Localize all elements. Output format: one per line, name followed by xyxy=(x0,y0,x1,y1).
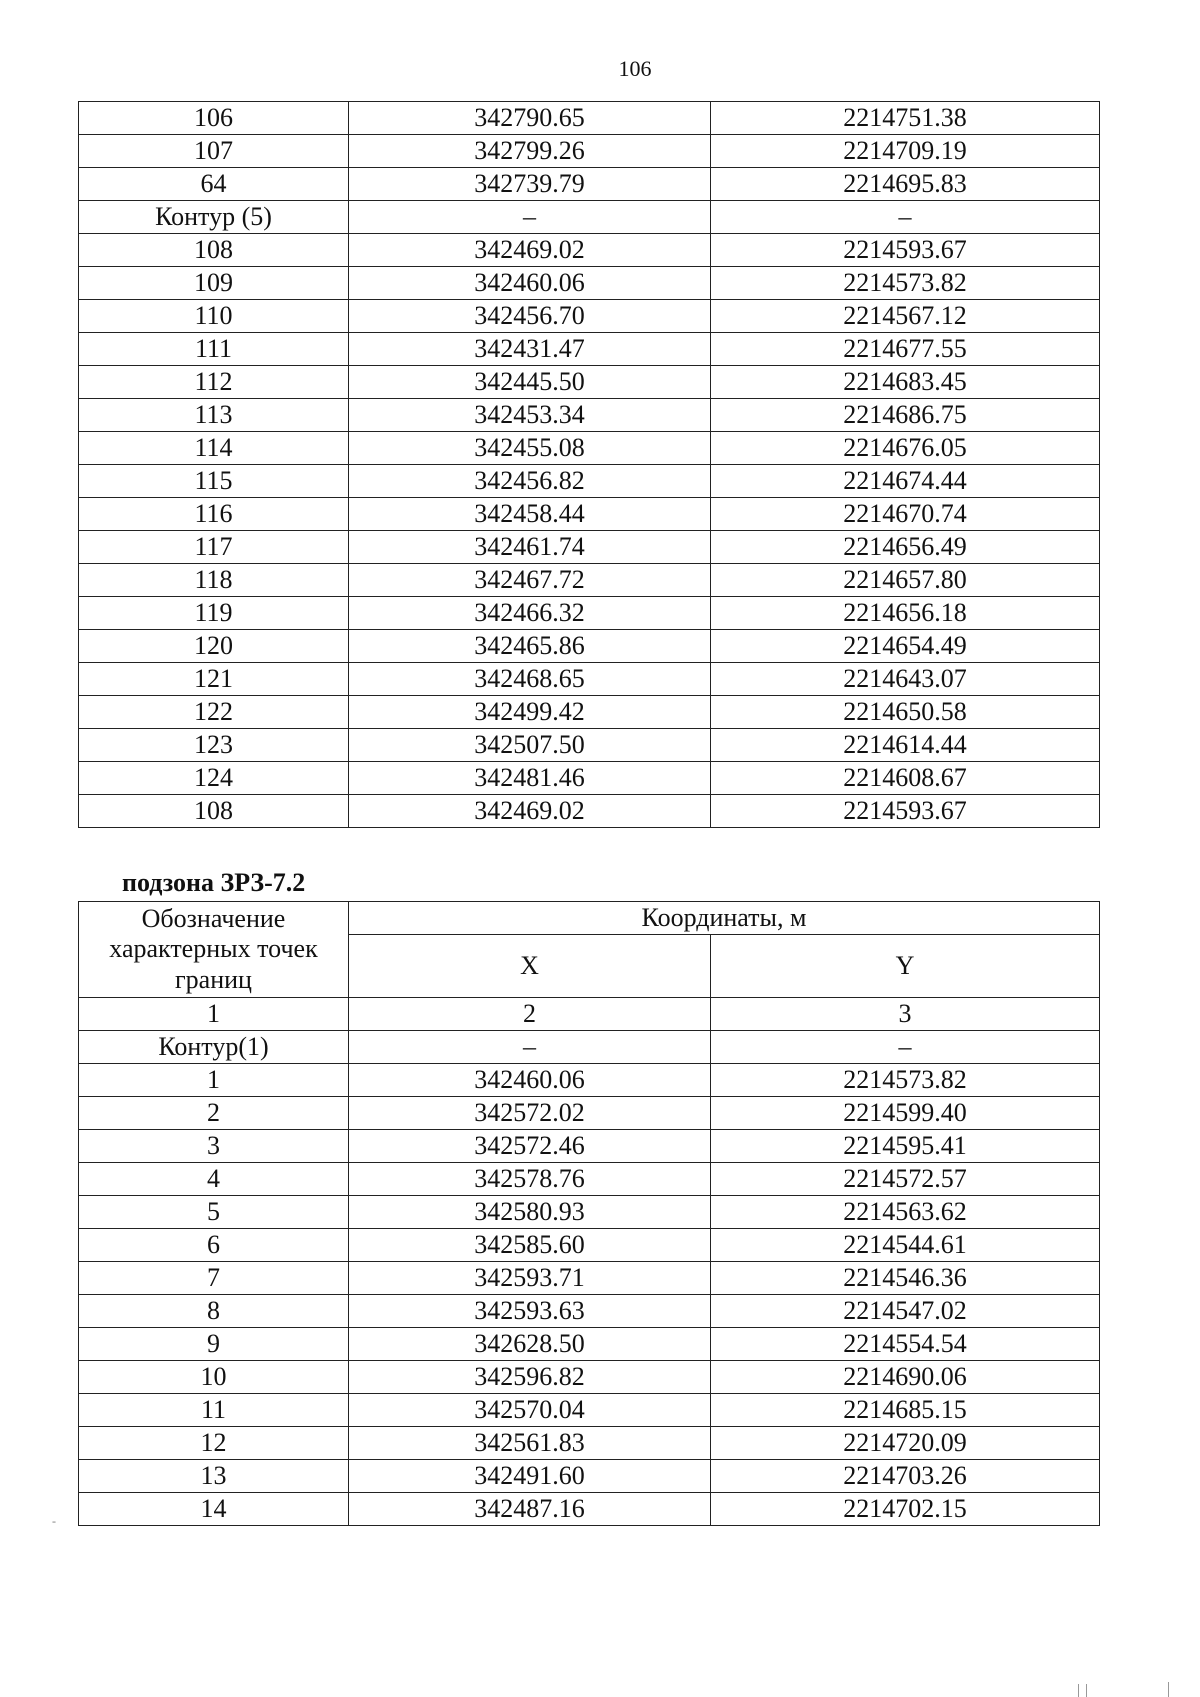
point-label-cell: 116 xyxy=(79,498,349,531)
x-coordinate-cell: 342460.06 xyxy=(349,1064,711,1097)
point-label-cell: 118 xyxy=(79,564,349,597)
y-coordinate-cell: 2214593.67 xyxy=(711,795,1100,828)
point-label-cell: 120 xyxy=(79,630,349,663)
y-coordinate-cell: 2214685.15 xyxy=(711,1394,1100,1427)
point-label-cell: 64 xyxy=(79,168,349,201)
table-row xyxy=(79,1031,1100,1064)
x-coordinate-cell: 342585.60 xyxy=(349,1229,711,1262)
y-coordinate-cell: 2214703.26 xyxy=(711,1460,1100,1493)
table-row xyxy=(79,696,1100,729)
table-body xyxy=(79,102,1100,828)
y-coordinate-cell: 2214702.15 xyxy=(711,1493,1100,1526)
x-coordinate-cell: 342467.72 xyxy=(349,564,711,597)
x-coordinate-cell: 342561.83 xyxy=(349,1427,711,1460)
x-coordinate-cell: 342578.76 xyxy=(349,1163,711,1196)
table-row xyxy=(79,300,1100,333)
table-row xyxy=(79,432,1100,465)
point-label-cell: 12 xyxy=(79,1427,349,1460)
column-number: 3 xyxy=(711,998,1100,1031)
page-number: 106 xyxy=(618,56,652,81)
point-label-cell: 109 xyxy=(79,267,349,300)
x-coordinate-cell: 342628.50 xyxy=(349,1328,711,1361)
scan-edge-mark xyxy=(1086,1684,1087,1697)
y-coordinate-cell: 2214599.40 xyxy=(711,1097,1100,1130)
x-coordinate-cell: 342468.65 xyxy=(349,663,711,696)
x-coordinate-cell: 342456.82 xyxy=(349,465,711,498)
table-row xyxy=(79,267,1100,300)
y-coordinate-cell: – xyxy=(711,201,1100,234)
header-points-label: Обозначение характерных точек границ xyxy=(79,902,349,998)
x-coordinate-cell: 342499.42 xyxy=(349,696,711,729)
point-label-cell: 108 xyxy=(79,795,349,828)
y-coordinate-cell: 2214709.19 xyxy=(711,135,1100,168)
x-coordinate-cell: 342593.63 xyxy=(349,1295,711,1328)
column-numbers-row xyxy=(79,998,1100,1031)
y-coordinate-cell: – xyxy=(711,1031,1100,1064)
y-coordinate-cell: 2214573.82 xyxy=(711,267,1100,300)
table-row xyxy=(79,465,1100,498)
x-coordinate-cell: 342455.08 xyxy=(349,432,711,465)
x-coordinate-cell: 342453.34 xyxy=(349,399,711,432)
coordinates-table-contour xyxy=(78,101,1100,828)
table-row xyxy=(79,762,1100,795)
y-coordinate-cell: 2214572.57 xyxy=(711,1163,1100,1196)
point-label-cell: 122 xyxy=(79,696,349,729)
table-header-row xyxy=(79,902,1100,935)
point-label-cell: 112 xyxy=(79,366,349,399)
table-row xyxy=(79,1229,1100,1262)
y-coordinate-cell: 2214674.44 xyxy=(711,465,1100,498)
y-coordinate-cell: 2214656.18 xyxy=(711,597,1100,630)
point-label-cell: 3 xyxy=(79,1130,349,1163)
y-coordinate-cell: 2214614.44 xyxy=(711,729,1100,762)
x-coordinate-cell: 342445.50 xyxy=(349,366,711,399)
point-label-cell: 113 xyxy=(79,399,349,432)
x-coordinate-cell: 342481.46 xyxy=(349,762,711,795)
table-row xyxy=(79,1163,1100,1196)
y-coordinate-cell: 2214690.06 xyxy=(711,1361,1100,1394)
y-coordinate-cell: 2214650.58 xyxy=(711,696,1100,729)
table-row xyxy=(79,1130,1100,1163)
x-coordinate-cell: 342431.47 xyxy=(349,333,711,366)
x-coordinate-cell: 342593.71 xyxy=(349,1262,711,1295)
point-label-cell: 124 xyxy=(79,762,349,795)
point-label-cell: 108 xyxy=(79,234,349,267)
x-coordinate-cell: – xyxy=(349,1031,711,1064)
table-row xyxy=(79,795,1100,828)
y-coordinate-cell: 2214683.45 xyxy=(711,366,1100,399)
table-row xyxy=(79,399,1100,432)
x-coordinate-cell: 342456.70 xyxy=(349,300,711,333)
point-label-cell: 107 xyxy=(79,135,349,168)
table-row xyxy=(79,564,1100,597)
y-coordinate-cell: 2214677.55 xyxy=(711,333,1100,366)
y-coordinate-cell: 2214544.61 xyxy=(711,1229,1100,1262)
table-row xyxy=(79,1361,1100,1394)
table-row xyxy=(79,1064,1100,1097)
point-label-cell: 111 xyxy=(79,333,349,366)
header-x-label: X xyxy=(349,935,711,998)
x-coordinate-cell: 342739.79 xyxy=(349,168,711,201)
x-coordinate-cell: 342465.86 xyxy=(349,630,711,663)
scan-mark: - xyxy=(52,1514,56,1528)
y-coordinate-cell: 2214656.49 xyxy=(711,531,1100,564)
table-row xyxy=(79,663,1100,696)
x-coordinate-cell: 342572.46 xyxy=(349,1130,711,1163)
scan-edge-mark xyxy=(1078,1684,1079,1697)
y-coordinate-cell: 2214546.36 xyxy=(711,1262,1100,1295)
point-label-cell: 1 xyxy=(79,1064,349,1097)
x-coordinate-cell: 342469.02 xyxy=(349,795,711,828)
y-coordinate-cell: 2214670.74 xyxy=(711,498,1100,531)
y-coordinate-cell: 2214608.67 xyxy=(711,762,1100,795)
x-coordinate-cell: 342491.60 xyxy=(349,1460,711,1493)
y-coordinate-cell: 2214554.54 xyxy=(711,1328,1100,1361)
point-label-cell: 8 xyxy=(79,1295,349,1328)
point-label-cell: 13 xyxy=(79,1460,349,1493)
point-label-cell: 110 xyxy=(79,300,349,333)
point-label-cell: 11 xyxy=(79,1394,349,1427)
table-row xyxy=(79,135,1100,168)
subzone-title: подзона ЗРЗ-7.2 xyxy=(122,868,306,897)
point-label-cell: 119 xyxy=(79,597,349,630)
table-row xyxy=(79,366,1100,399)
table-row xyxy=(79,1295,1100,1328)
x-coordinate-cell: 342458.44 xyxy=(349,498,711,531)
table-row xyxy=(79,234,1100,267)
table-row xyxy=(79,1097,1100,1130)
column-number: 2 xyxy=(349,998,711,1031)
x-coordinate-cell: 342570.04 xyxy=(349,1394,711,1427)
table-row xyxy=(79,333,1100,366)
y-coordinate-cell: 2214573.82 xyxy=(711,1064,1100,1097)
table-row xyxy=(79,1493,1100,1526)
x-coordinate-cell: 342487.16 xyxy=(349,1493,711,1526)
point-label-cell: 115 xyxy=(79,465,349,498)
table-row xyxy=(79,102,1100,135)
point-label-cell: 9 xyxy=(79,1328,349,1361)
table-row xyxy=(79,1460,1100,1493)
table-row xyxy=(79,597,1100,630)
y-coordinate-cell: 2214567.12 xyxy=(711,300,1100,333)
x-coordinate-cell: 342790.65 xyxy=(349,102,711,135)
table-row xyxy=(79,1427,1100,1460)
point-label-cell: 2 xyxy=(79,1097,349,1130)
table-row xyxy=(79,168,1100,201)
table-row xyxy=(79,630,1100,663)
y-coordinate-cell: 2214695.83 xyxy=(711,168,1100,201)
x-coordinate-cell: 342461.74 xyxy=(349,531,711,564)
table-row xyxy=(79,1262,1100,1295)
x-coordinate-cell: 342466.32 xyxy=(349,597,711,630)
point-label-cell: 10 xyxy=(79,1361,349,1394)
point-label-cell: 114 xyxy=(79,432,349,465)
table-row xyxy=(79,201,1100,234)
x-coordinate-cell: 342799.26 xyxy=(349,135,711,168)
table-row xyxy=(79,498,1100,531)
x-coordinate-cell: 342469.02 xyxy=(349,234,711,267)
x-coordinate-cell: 342596.82 xyxy=(349,1361,711,1394)
table-row xyxy=(79,1196,1100,1229)
point-label-cell: 6 xyxy=(79,1229,349,1262)
y-coordinate-cell: 2214657.80 xyxy=(711,564,1100,597)
x-coordinate-cell: 342460.06 xyxy=(349,267,711,300)
table-row xyxy=(79,1328,1100,1361)
column-number: 1 xyxy=(79,998,349,1031)
scan-edge-mark xyxy=(1168,1682,1169,1697)
point-label-cell: 14 xyxy=(79,1493,349,1526)
point-label-cell: 4 xyxy=(79,1163,349,1196)
y-coordinate-cell: 2214643.07 xyxy=(711,663,1100,696)
y-coordinate-cell: 2214547.02 xyxy=(711,1295,1100,1328)
point-label-cell: Контур(1) xyxy=(79,1031,349,1064)
table-row xyxy=(79,1394,1100,1427)
y-coordinate-cell: 2214676.05 xyxy=(711,432,1100,465)
header-coordinates-label: Координаты, м xyxy=(349,902,1100,935)
point-label-cell: Контур (5) xyxy=(79,201,349,234)
point-label-cell: 121 xyxy=(79,663,349,696)
point-label-cell: 7 xyxy=(79,1262,349,1295)
y-coordinate-cell: 2214595.41 xyxy=(711,1130,1100,1163)
x-coordinate-cell: 342572.02 xyxy=(349,1097,711,1130)
y-coordinate-cell: 2214563.62 xyxy=(711,1196,1100,1229)
x-coordinate-cell: 342507.50 xyxy=(349,729,711,762)
point-label-cell: 117 xyxy=(79,531,349,564)
coordinates-table-subzone xyxy=(78,901,1100,1526)
y-coordinate-cell: 2214686.75 xyxy=(711,399,1100,432)
point-label-cell: 123 xyxy=(79,729,349,762)
table-body xyxy=(79,1031,1100,1526)
header-y-label: Y xyxy=(711,935,1100,998)
y-coordinate-cell: 2214751.38 xyxy=(711,102,1100,135)
table-row xyxy=(79,729,1100,762)
y-coordinate-cell: 2214593.67 xyxy=(711,234,1100,267)
x-coordinate-cell: – xyxy=(349,201,711,234)
y-coordinate-cell: 2214720.09 xyxy=(711,1427,1100,1460)
point-label-cell: 106 xyxy=(79,102,349,135)
point-label-cell: 5 xyxy=(79,1196,349,1229)
x-coordinate-cell: 342580.93 xyxy=(349,1196,711,1229)
table-row xyxy=(79,531,1100,564)
y-coordinate-cell: 2214654.49 xyxy=(711,630,1100,663)
